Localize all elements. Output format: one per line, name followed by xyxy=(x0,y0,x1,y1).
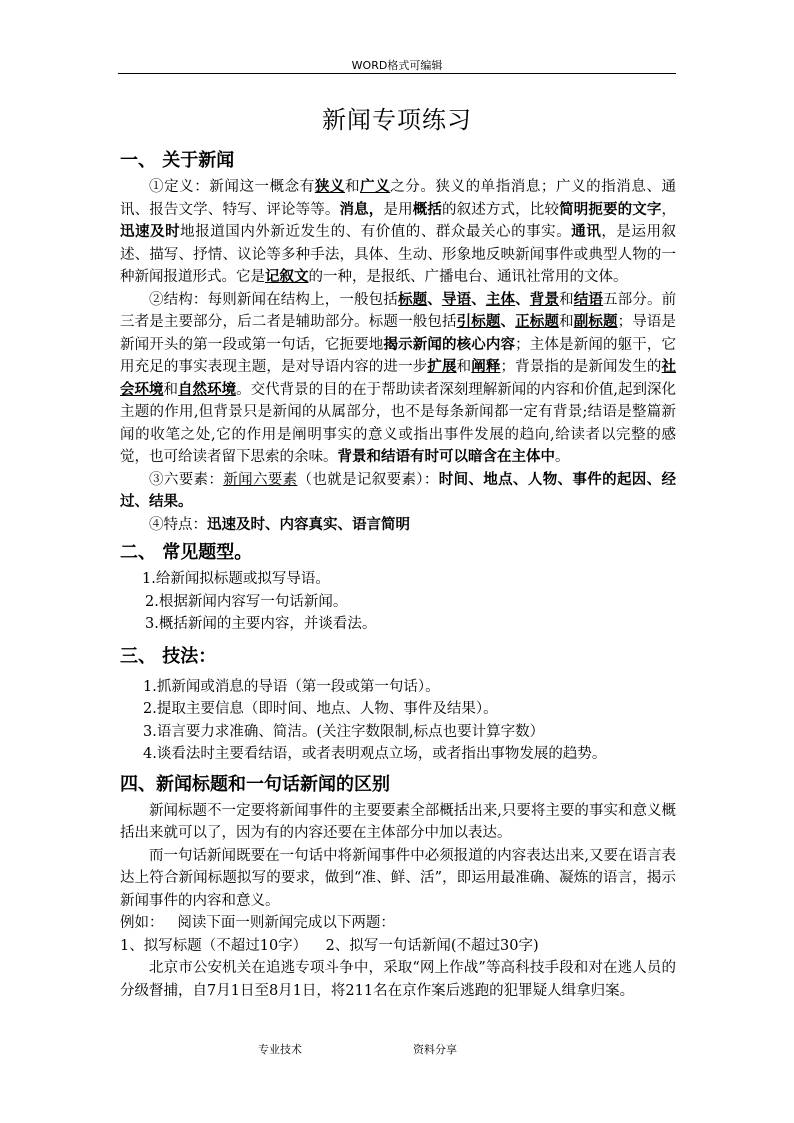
text-run: 通讯 xyxy=(571,223,602,240)
text-run: （也就是记叙要素）： xyxy=(297,471,439,488)
section-2-list xyxy=(120,568,676,636)
section-3-heading: 三、 技法： xyxy=(120,645,217,667)
text-run: 、 xyxy=(471,290,486,308)
text-run: 标题 xyxy=(397,290,428,308)
text-run: 扩展 xyxy=(427,358,457,375)
list-item: 1.抓新闻或消息的导语（第一段或第一句话）。 xyxy=(143,678,440,695)
text-run: 的叙述方式，比较 xyxy=(442,201,560,218)
text-run: 的一种，是报纸、广播电台、通讯社常用的文体。 xyxy=(308,269,628,285)
structure-paragraph xyxy=(120,289,676,469)
task-list: 1、拟写标题（不超过10字） 2、拟写一句话新闻(不超过30字) xyxy=(120,937,539,954)
text-run: 消息， xyxy=(339,200,384,218)
list-item: 1.给新闻拟标题或拟写导语。 xyxy=(142,571,330,587)
news-paragraph: 北京市公安机关在追逃专项斗争中，采取“网上作战”等高科技手段和对在逃人员的分级督捕，自7月1日至8月1日，将211名在京作案后逃跑的犯罪疑人缉拿归案。 xyxy=(120,960,676,999)
text-run: 、 xyxy=(515,290,530,308)
text-run: 是用 xyxy=(383,201,413,218)
text-run: 和 xyxy=(559,314,574,330)
text-run: 五部分。前三者是主要部分，后二者是辅助部分。标题一般包括 xyxy=(120,291,677,330)
text-run: 。 xyxy=(555,449,570,465)
text-run: ；导语是新闻开头的第一段或第一句话，它扼要地 xyxy=(120,314,677,353)
text-run: 概括 xyxy=(412,200,442,218)
text-run: ③六要素： xyxy=(149,471,224,488)
text-run: 之分。狭义的单指消息；广义的指消息、通讯、报告文学、特写、评论等等。 xyxy=(120,179,677,218)
section-2-heading: 二、 常见题型。 xyxy=(120,542,253,563)
section-4-heading: 四、新闻标题和一句话新闻的区别 xyxy=(120,773,390,795)
text-run: 迅速及时、内容真实、语言简明 xyxy=(207,515,410,533)
text-run: 社会环境 xyxy=(120,358,677,398)
text-run: 时间、地点、人物、事件的起因、经过、结果。 xyxy=(120,470,676,510)
text-run: ；主体是新闻的躯干，它用充足的事实表现主题，是对导语内容的进一步 xyxy=(120,336,677,375)
text-run: 简明扼要的文字 xyxy=(559,200,662,218)
text-run: ，是运用叙述、描写、抒情、议论等多种手法，具体、生动、形象地反映新闻事件或典型人物的一种新闻报道形式。它是 xyxy=(120,224,677,285)
text-run: 揭示新闻的核心内容 xyxy=(383,335,516,353)
definition-paragraph xyxy=(120,176,676,289)
text-run: 引标题 xyxy=(456,313,501,330)
footer-left: 专业技术 xyxy=(258,1043,302,1056)
list-item: 2.提取主要信息（即时间、地点、人物、事件及结果）。 xyxy=(143,701,498,717)
text-run: 结语 xyxy=(573,290,604,308)
text-run: 狭义 xyxy=(314,178,345,195)
text-run: ②结构：每则新闻在结构上，一般包括 xyxy=(149,291,398,308)
one-sentence-paragraph: 而一句话新闻既要在一句话中将新闻事件中必须报道的内容表达出来,又要在语言表达上符合新闻标题拟写的要求，做到“准、鲜、活”，即运用最准确、凝炼的语言，揭示新闻事件的内容和意义。 xyxy=(120,847,676,909)
text-run: 和 xyxy=(163,381,179,398)
text-run: 新闻六要素 xyxy=(223,471,298,488)
text-run: 广义 xyxy=(360,178,391,195)
features-paragraph xyxy=(120,514,676,537)
list-item: 3.语言要力求准确、简洁。(关注字数限制,标点也要计算字数） xyxy=(143,723,545,740)
text-run: 和 xyxy=(456,359,472,375)
text-run: 地报道国内外新近发生的、有价值的、群众最关心的事实。 xyxy=(180,224,572,240)
section-3-list xyxy=(120,676,676,766)
header-text: WORD格式可编辑 xyxy=(351,59,443,72)
text-run: 迅速及时 xyxy=(120,223,181,240)
headline-paragraph: 新闻标题不一定要将新闻事件的主要要素全部概括出来,只要将主要的事实和意义概括出来就可以了，因为有的内容还要在主体部分中加以表达。 xyxy=(120,802,676,841)
text-run: 导语 xyxy=(441,290,472,308)
section-1-heading: 一、 关于新闻 xyxy=(120,150,235,171)
text-run: ①定义：新闻这一概念有 xyxy=(149,179,315,195)
text-run: 副标题 xyxy=(573,313,618,330)
header-rule xyxy=(118,73,676,74)
text-run: 记叙文 xyxy=(265,268,309,285)
text-run: 和 xyxy=(344,179,361,195)
text-run: 和 xyxy=(559,291,574,308)
text-run: 、 xyxy=(427,290,442,308)
text-run: 自然环境 xyxy=(178,380,237,398)
text-run: 背景 xyxy=(529,290,560,308)
text-run: 正标题 xyxy=(515,313,560,330)
example-label: 例如： 阅读下面一则新闻完成以下两题： xyxy=(120,915,395,931)
text-run: 主体 xyxy=(485,290,516,308)
text-run: ④特点： xyxy=(149,516,207,533)
six-elements-paragraph xyxy=(120,469,676,514)
footer-right: 资料分享 xyxy=(413,1043,457,1056)
list-item: 4.谈看法时主要看结语，或者表明观点立场，或者指出事物发展的趋势。 xyxy=(143,746,607,762)
text-run: 背景和结语有时可以暗含在主体中 xyxy=(337,448,555,465)
text-run: 、 xyxy=(500,313,516,330)
text-run: ， xyxy=(661,201,677,218)
text-run: 。交代背景的目的在于帮助读者深刻理解新闻的内容和价值,起到深化主题的作用,但背景只是新闻的从属部分，也不是每条新闻都一定有背景;结语是整篇新闻的收笔之处,它的作用是阐明事实的意义或指出事件发展的趋向,给读者以完整的感觉，也可给读者留下思索的余味。 xyxy=(120,381,677,465)
list-item: 2.根据新闻内容写一句话新闻。 xyxy=(145,593,348,610)
document-body xyxy=(120,146,676,1002)
text-run: 阐释 xyxy=(471,358,501,375)
document-title: 新闻专项练习 xyxy=(322,106,472,134)
text-run: ；背景指的是新闻发生的 xyxy=(500,359,662,375)
list-item: 3.概括新闻的主要内容，并谈看法。 xyxy=(145,616,377,632)
